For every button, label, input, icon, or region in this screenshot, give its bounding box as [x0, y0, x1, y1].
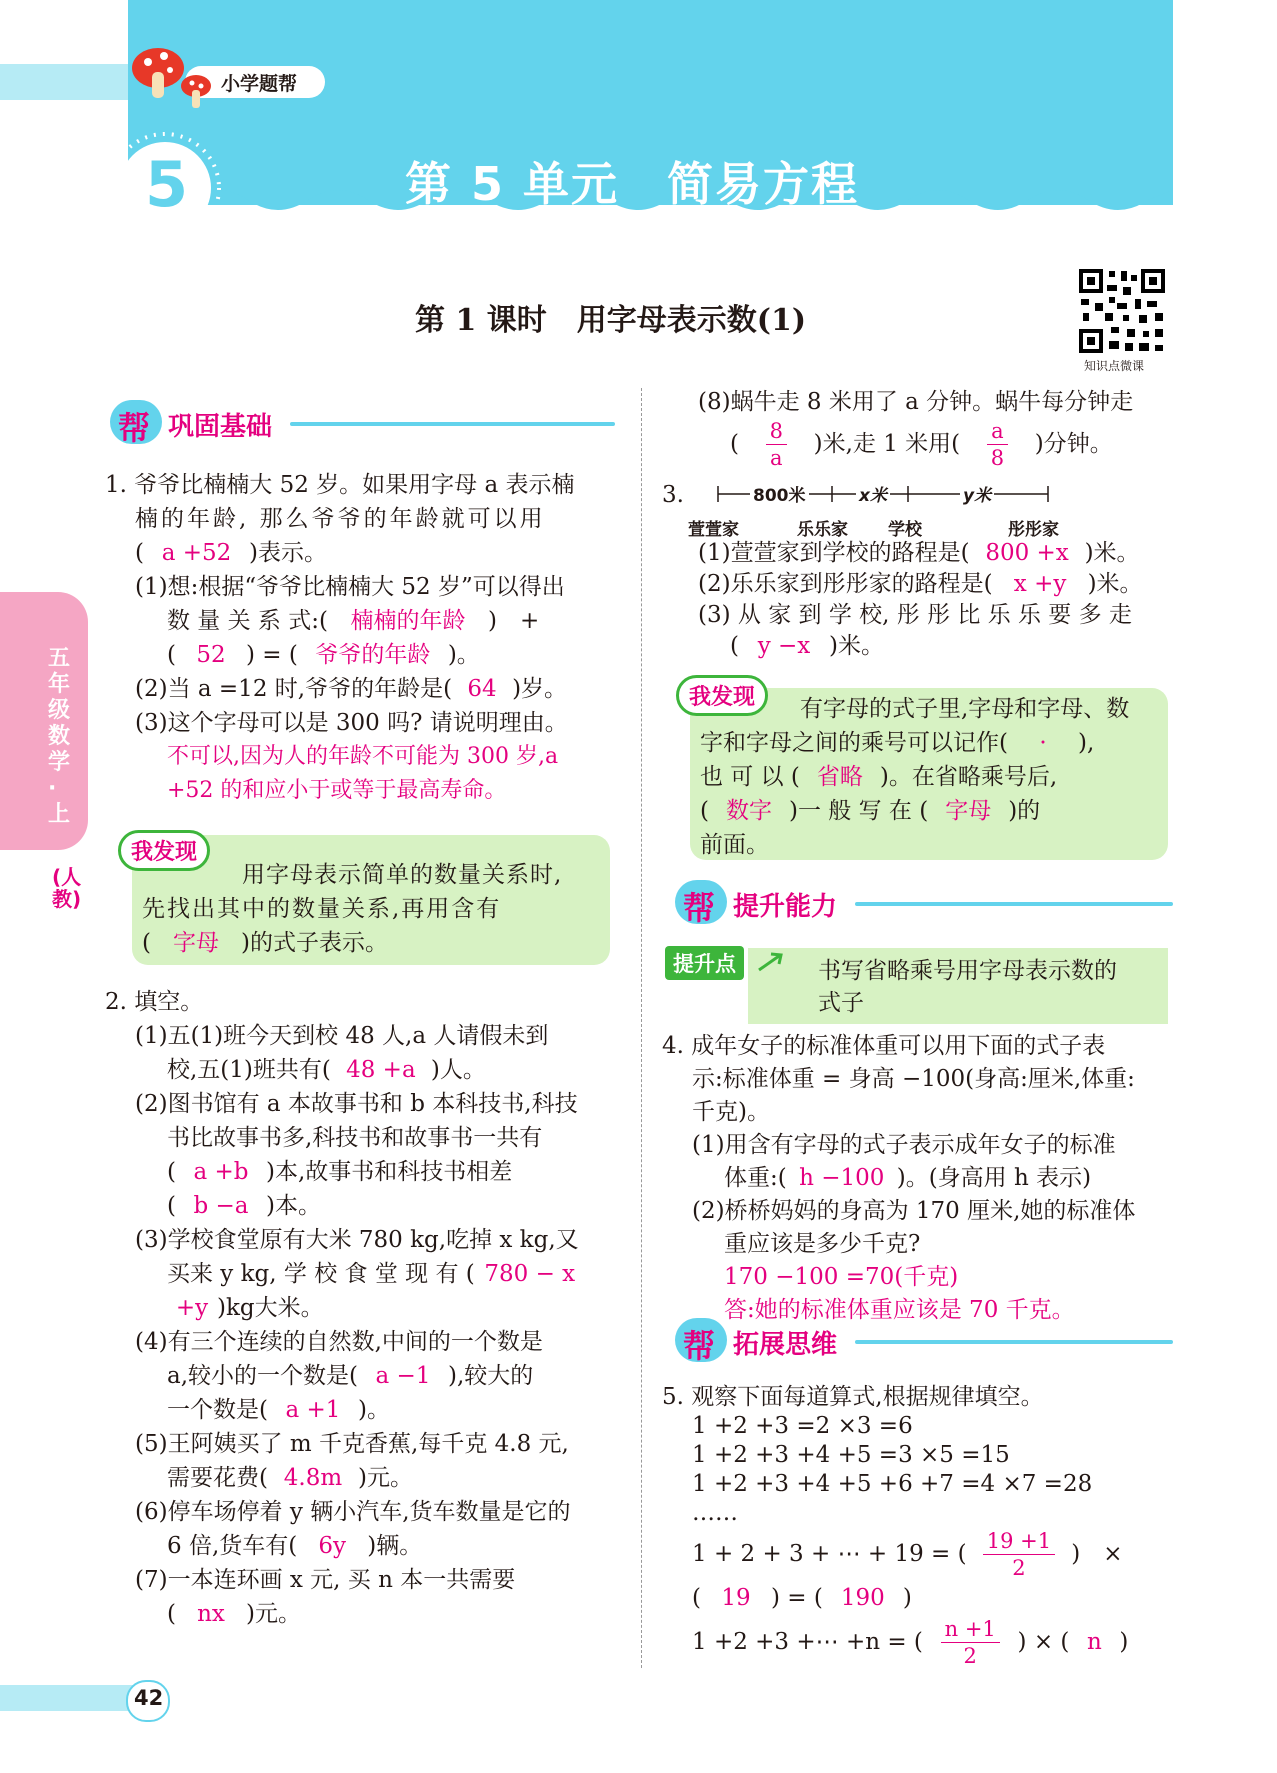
find-box-2-answer4: 字母 — [945, 798, 992, 824]
find-box-1-tag: 我发现 — [118, 830, 210, 871]
q5-fill2-answer2: 190 — [840, 1585, 885, 1611]
q4-line3: 千克)。 — [692, 1099, 770, 1125]
q1-stem-line2: 楠的年龄, 那么爷爷的年龄就可以用 — [135, 506, 546, 532]
question-1 — [105, 468, 625, 808]
section-extend-header — [675, 1318, 1173, 1365]
q2-p2-line1: (2)图书馆有 a 本故事书和 b 本科技书,科技 — [135, 1091, 578, 1117]
q2-p8-line2: ( $\frac{8}{a}$ )米,走 1 米用( $\frac{a}{8}$ )分钟。 — [730, 419, 1113, 470]
q2-p3-answer1: 780 − x — [484, 1261, 576, 1287]
q2-p2-line4: ( b −a )本。 — [105, 1189, 625, 1223]
q2-p8-frac1-den: a — [770, 446, 783, 470]
q1-sub2-answer: 64 — [467, 676, 497, 702]
q5-fill1-num: 19 +1 — [983, 1531, 1055, 1555]
q2-p3-line3: +y )kg大米。 — [105, 1291, 625, 1325]
qr-code-icon[interactable] — [1077, 267, 1167, 355]
arrow-icon — [755, 948, 789, 976]
q3-number: 3. — [662, 482, 684, 508]
find-box-1-answer: 字母 — [172, 930, 219, 956]
q2-p8-frac2-num: a — [987, 421, 1008, 445]
section-basic-badge: 帮 — [118, 409, 151, 447]
find-box-1-text: 用字母表示简单的数量关系时, 先找出其中的数量关系,再用含有 ( 字母 )的式子表示。 — [142, 858, 602, 960]
q1-sub3-answer-line2: +52 的和应小于或等于最高寿命。 — [167, 778, 507, 803]
q5-example2: 1 +2 +3 +4 +5 =3 ×5 =15 — [692, 1442, 1010, 1468]
q4-sub2-answer-line1: 170 −100 =70(千克) — [724, 1264, 959, 1290]
q5-fill2-answer1: 19 — [721, 1585, 751, 1611]
route-seg-y: y米 — [960, 481, 994, 506]
section-extend-badge: 帮 — [683, 1327, 716, 1365]
q1-sub1-line2: 数 量 关 系 式:( 楠楠的年龄 ) + — [105, 604, 625, 638]
q1-stem-line1: 1. 爷爷比楠楠大 52 岁。如果用字母 a 表示楠 — [105, 472, 575, 498]
point-text: 书写省略乘号用字母表示数的 式子 — [818, 958, 1117, 1016]
question-4 — [662, 1030, 1177, 1327]
q4-sub1-line1: (1)用含有字母的式子表示成年女子的标准 — [692, 1132, 1116, 1158]
q2-p6-line2: 6 倍,货车有( 6y )辆。 — [105, 1529, 625, 1563]
q3-sub1-answer: 800 +x — [985, 540, 1069, 566]
section-basic-title: 巩固基础 — [168, 412, 273, 442]
section-improve-title: 提升能力 — [733, 892, 838, 922]
q2-p5-answer: 4.8m — [283, 1465, 343, 1491]
q1-sub1-answer1: 楠楠的年龄 — [350, 608, 466, 634]
q5-ellipsis: …… — [692, 1500, 738, 1526]
q1-sub2: (2)当 a =12 时,爷爷的年龄是( 64 )岁。 — [105, 672, 625, 706]
point-tag: 提升点 — [665, 946, 744, 980]
q3-sub3-answer: y −x — [757, 633, 811, 659]
q5-line1: 5. 观察下面每道算式,根据规律填空。 — [662, 1384, 1044, 1410]
question-5 — [662, 1383, 1177, 1668]
q2-p7-answer: nx — [197, 1601, 225, 1627]
q2-p1-line2: 校,五(1)班共有( 48 +a )人。 — [105, 1053, 625, 1087]
q1-answer: a +52 — [161, 540, 232, 566]
question-2 — [105, 985, 625, 1631]
unit-number: 5 — [145, 148, 189, 221]
q2-p3-line1: (3)学校食堂原有大米 780 kg,吃掉 x kg,又 — [135, 1227, 579, 1253]
q1-sub3-answer-line1: 不可以,因为人的年龄不可能为 300 岁,a — [167, 744, 559, 769]
route-seg-800: 800米 — [750, 481, 809, 506]
q2-p4-answer2: a +1 — [285, 1397, 341, 1423]
q1-sub1-answer3: 爷爷的年龄 — [315, 642, 431, 668]
q1-sub1-line3: ( 52 ) = ( 爷爷的年龄 )。 — [105, 638, 625, 672]
q2-p7-line2: ( nx )元。 — [105, 1597, 625, 1631]
q2-title: 2. 填空。 — [105, 989, 204, 1015]
q4-line1: 4. 成年女子的标准体重可以用下面的式子表 — [662, 1033, 1106, 1059]
q4-sub2-line2: 重应该是多少千克? — [724, 1231, 921, 1257]
q5-example3: 1 +2 +3 +4 +5 +6 +7 =4 ×7 =28 — [692, 1471, 1093, 1497]
section-improve-header — [675, 880, 1173, 927]
q2-p3-line2: 买来 y kg, 学 校 食 堂 现 有 ( 780 − x — [105, 1257, 625, 1291]
q5-fill1-den: 2 — [1012, 1556, 1026, 1580]
mushroom-icon — [128, 42, 218, 114]
q2-p2-answer1: a +b — [193, 1159, 249, 1185]
q5-fill3-num: n +1 — [941, 1619, 1000, 1643]
q2-p5-line2: 需要花费( 4.8m )元。 — [105, 1461, 625, 1495]
q4-line2: 示:标准体重 = 身高 −100(身高:厘米,体重: — [692, 1066, 1135, 1092]
find-box-2-answer2: 省略 — [816, 764, 863, 790]
q2-p1-answer: 48 +a — [346, 1057, 416, 1083]
q5-example1: 1 +2 +3 =2 ×3 =6 — [692, 1413, 913, 1439]
side-tab — [0, 592, 88, 850]
q3-sub2: (2)乐乐家到彤彤家的路程是( x +y )米。 — [668, 569, 1178, 600]
q2-p6-answer: 6y — [318, 1533, 347, 1559]
q1-sub3: (3)这个字母可以是 300 吗? 请说明理由。 — [135, 710, 568, 736]
q4-sub1-line2: 体重:( h −100 )。(身高用 h 表示) — [662, 1162, 1177, 1195]
question-3 — [668, 538, 1178, 662]
q5-fill1: 1 + 2 + 3 + ⋯ + 19 = ( $\frac{19 +1}{2}$ ) × — [692, 1529, 1123, 1580]
q1-sub1-line1: (1)想:根据“爷爷比楠楠大 52 岁”可以得出 — [135, 574, 565, 600]
q2-p8-frac1-num: 8 — [766, 421, 787, 445]
q3-sub3-line1: (3) 从 家 到 学 校, 彤 彤 比 乐 乐 要 多 走 — [698, 602, 1132, 628]
qr-caption: 知识点微课 — [1084, 359, 1145, 373]
q2-p4-answer1: a −1 — [375, 1363, 431, 1389]
q1-stem-line3: ( a +52 )表示。 — [105, 536, 625, 570]
route-place-3: 学校 — [888, 520, 922, 540]
side-tab-edition: (人教) — [52, 865, 82, 911]
q1-sub1-answer2: 52 — [196, 642, 226, 668]
q4-sub1-answer: h −100 — [799, 1165, 885, 1191]
route-place-2: 乐乐家 — [797, 520, 848, 540]
unit-title: 第 5 单元 简易方程 — [405, 157, 860, 211]
route-place-1: 萱萱家 — [688, 520, 739, 540]
lesson-title: 第 1 课时 用字母表示数(1) — [415, 303, 807, 338]
q5-fill3-answer: n — [1086, 1629, 1102, 1655]
q2-p8-frac2-den: 8 — [990, 446, 1005, 470]
q2-p7-line1: (7)一本连环画 x 元, 买 n 本一共需要 — [135, 1567, 516, 1593]
q2-p2-line3: ( a +b )本,故事书和科技书相差 — [105, 1155, 625, 1189]
q2-p4-line3: 一个数是( a +1 )。 — [105, 1393, 625, 1427]
q5-fill3-den: 2 — [963, 1644, 977, 1668]
q3-sub1: (1)萱萱家到学校的路程是( 800 +x )米。 — [668, 538, 1178, 569]
section-extend-title: 拓展思维 — [733, 1330, 838, 1360]
q4-sub2-answer-line2: 答:她的标准体重应该是 70 千克。 — [724, 1297, 1075, 1323]
brand-name: 小学题帮 — [221, 73, 298, 95]
find-box-2-text: 有字母的式子里,字母和字母、数 字和字母之间的乘号可以记作( · ), 也 可 以 ( 省略 )。在省略乘号后, ( 数字 )一 般 写 在 ( 字母 )的 前面。 — [700, 696, 1130, 858]
q2-p1-line1: (1)五(1)班今天到校 48 人,a 人请假未到 — [135, 1023, 549, 1049]
side-tab-grade: 五年级数学·上 — [48, 646, 71, 827]
section-basic-header — [110, 400, 615, 447]
q2-p4-line1: (4)有三个连续的自然数,中间的一个数是 — [135, 1329, 543, 1355]
route-place-4: 彤彤家 — [1008, 520, 1059, 540]
q2-p8-line1: (8)蜗牛走 8 米用了 a 分钟。蜗牛每分钟走 — [698, 389, 1134, 415]
page-number: 42 — [134, 1686, 164, 1710]
q3-sub3-line2: ( y −x )米。 — [668, 631, 1178, 662]
q2-p4-line2: a,较小的一个数是( a −1 ),较大的 — [105, 1359, 625, 1393]
q5-fill2: ( 19 ) = ( 190 ) — [662, 1580, 1177, 1616]
header-left-strip — [0, 64, 140, 100]
q2-p5-line1: (5)王阿姨买了 m 千克香蕉,每千克 4.8 元, — [135, 1431, 569, 1457]
question-2-part8 — [668, 385, 1178, 469]
section-improve-badge: 帮 — [683, 889, 716, 927]
find-box-2-answer3: 数字 — [725, 798, 772, 824]
q2-p2-answer2: b −a — [193, 1193, 249, 1219]
q2-p6-line1: (6)停车场停着 y 辆小汽车,货车数量是它的 — [135, 1499, 571, 1525]
find-box-2-answer1: · — [1039, 730, 1047, 756]
q5-fill3: 1 +2 +3 +⋯ +n = ( $\frac{n +1}{2}$ ) × ( n ) — [692, 1617, 1129, 1668]
q2-p2-line2: 书比故事书多,科技书和故事书一共有 — [167, 1125, 543, 1151]
q3-sub2-answer: x +y — [1013, 571, 1067, 597]
route-seg-x: x米 — [856, 481, 890, 506]
find-box-2-tag: 我发现 — [676, 675, 768, 716]
q2-p3-answer2: +y — [175, 1295, 209, 1321]
q4-sub2-line1: (2)桥桥妈妈的身高为 170 厘米,她的标准体 — [692, 1198, 1136, 1224]
column-divider — [641, 388, 642, 1668]
